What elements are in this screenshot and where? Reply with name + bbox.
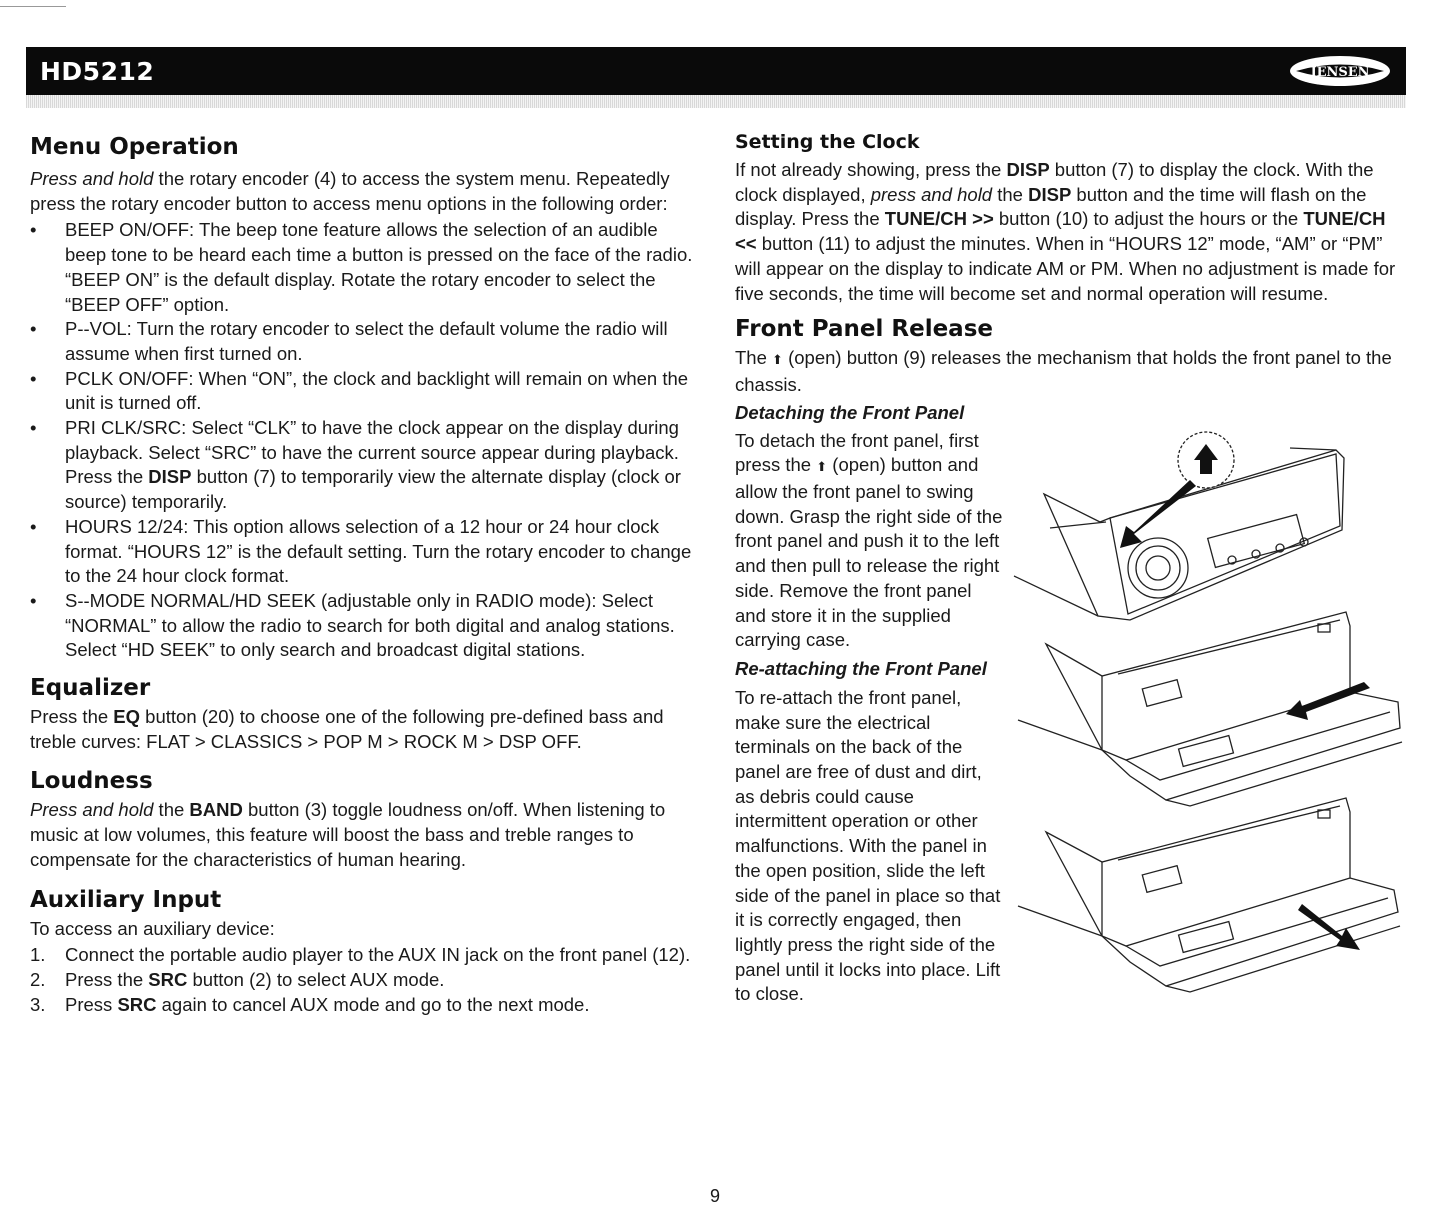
model-title: HD5212 [40, 57, 155, 86]
front-panel-release-text: The ⬆ (open) button (9) releases the mechanism that holds the front panel to the chassis. [735, 347, 1392, 395]
list-item: 3. Press SRC again to cancel AUX mode and go to the next mode. [30, 993, 590, 1015]
front-panel-release-heading: Front Panel Release [735, 316, 993, 343]
setting-clock-heading: Setting the Clock [735, 131, 920, 153]
aux-steps-list [30, 943, 700, 1017]
equalizer-text: Press the EQ button (20) to choose one of the following pre-defined bass and treble curves: FLAT > CLASSICS > POP M > ROCK M > DSP OFF. [30, 706, 664, 752]
front-panel-illustration [1010, 430, 1410, 1010]
detaching-text: To detach the front panel, first press the ⬆ (open) button and allow the front panel to swing down. Grasp the right side of the front panel and push it to the left and then pull to release the right side. Remove the front panel and store it in the supplied carrying case. [735, 429, 1003, 651]
list-item: 1. Connect the portable audio player to the AUX IN jack on the front panel (12). [30, 944, 691, 966]
open-arrow-icon: ⬆ [772, 352, 783, 368]
rotary-knob [1128, 538, 1188, 598]
header-stripe [26, 95, 1406, 108]
reattaching-heading: Re-attaching the Front Panel [735, 657, 987, 679]
equalizer-heading: Equalizer [30, 675, 151, 702]
list-item: • BEEP ON/OFF: The beep tone feature allows the selection of an audible beep tone to be heard each time a button is pressed on the face of the radio. “BEEP ON” is the default display. Rotate the rotary encoder to select the “BEEP OFF” option. [30, 219, 693, 315]
open-arrow-icon: ⬆ [816, 459, 828, 475]
loudness-text: Press and hold the BAND button (3) toggle loudness on/off. When listening to music at low volumes, this feature will boost the bass and treble ranges to compensate for the characteristics of human hearing. [30, 799, 666, 870]
list-item: 2. Press the SRC button (2) to select AUX mode. [30, 968, 445, 990]
detaching-heading: Detaching the Front Panel [735, 401, 965, 423]
radio-display [1208, 515, 1305, 568]
setting-clock-text: If not already showing, press the DISP button (7) to display the clock. With the clock displayed, press and hold the DISP button and the time will flash on the display. Press the TUNE/CH >> button (10) to adjust the hours or the TUNE/CH << button (11) to adjust the minutes. When in “HOURS 12” mode, “AM” or “PM” will appear on the display to indicate AM or PM. When no adjustment is made for five seconds, the time will become set and normal operation will resume. [735, 159, 1396, 304]
aux-intro: To access an auxiliary device: [30, 917, 275, 939]
push-left-arrow-icon [1286, 682, 1370, 720]
menu-intro: Press and hold the rotary encoder (4) to access the system menu. Repeatedly press the rotary encoder button to access menu options in the following order: [30, 168, 670, 214]
reattaching-text: To re-attach the front panel, make sure the electrical terminals on the back of the panel are free of dust and dirt, as debris could cause intermittent operation or other malfunctions. With the panel in the open position, slide the left side of the panel in place so that it is correctly engaged, then lightly press the right side of the panel until it locks into place. Lift to close. [735, 686, 1001, 1005]
loudness-heading: Loudness [30, 768, 153, 795]
list-item: • PCLK ON/OFF: When “ON”, the clock and backlight will remain on when the unit is turned off. [30, 367, 689, 414]
list-item: • S--MODE NORMAL/HD SEEK (adjustable only in RADIO mode): Select “NORMAL” to allow the radio to search for both digital and analog stations. Select “HD SEEK” to only search and broadcast digital stations. [30, 589, 675, 661]
left-column [30, 128, 700, 1017]
menu-options-list [30, 218, 700, 663]
list-item: • P--VOL: Turn the rotary encoder to select the default volume the radio will assume when first turned on. [30, 318, 668, 364]
list-item: • PRI CLK/SRC: Select “CLK” to have the clock appear on the display during playback. Select “SRC” to have the current source appear during playback. Press the DISP button (7) to temporarily view the alternate display (clock or source) temporarily. [30, 417, 681, 513]
page-number: 9 [709, 1186, 720, 1206]
menu-operation-heading: Menu Operation [30, 134, 239, 160]
page-header [26, 47, 1406, 95]
list-item: • HOURS 12/24: This option allows selection of a 12 hour or 24 hour clock format. “HOURS 12” is the default setting. Turn the rotary encoder to change to the 24 hour clock format. [30, 515, 692, 587]
svg-text:JENSEN: JENSEN [1310, 65, 1370, 80]
top-rule [0, 6, 66, 7]
radio-chassis-bottom [1046, 798, 1350, 946]
auxiliary-input-heading: Auxiliary Input [30, 886, 222, 913]
jensen-logo [1288, 54, 1392, 88]
